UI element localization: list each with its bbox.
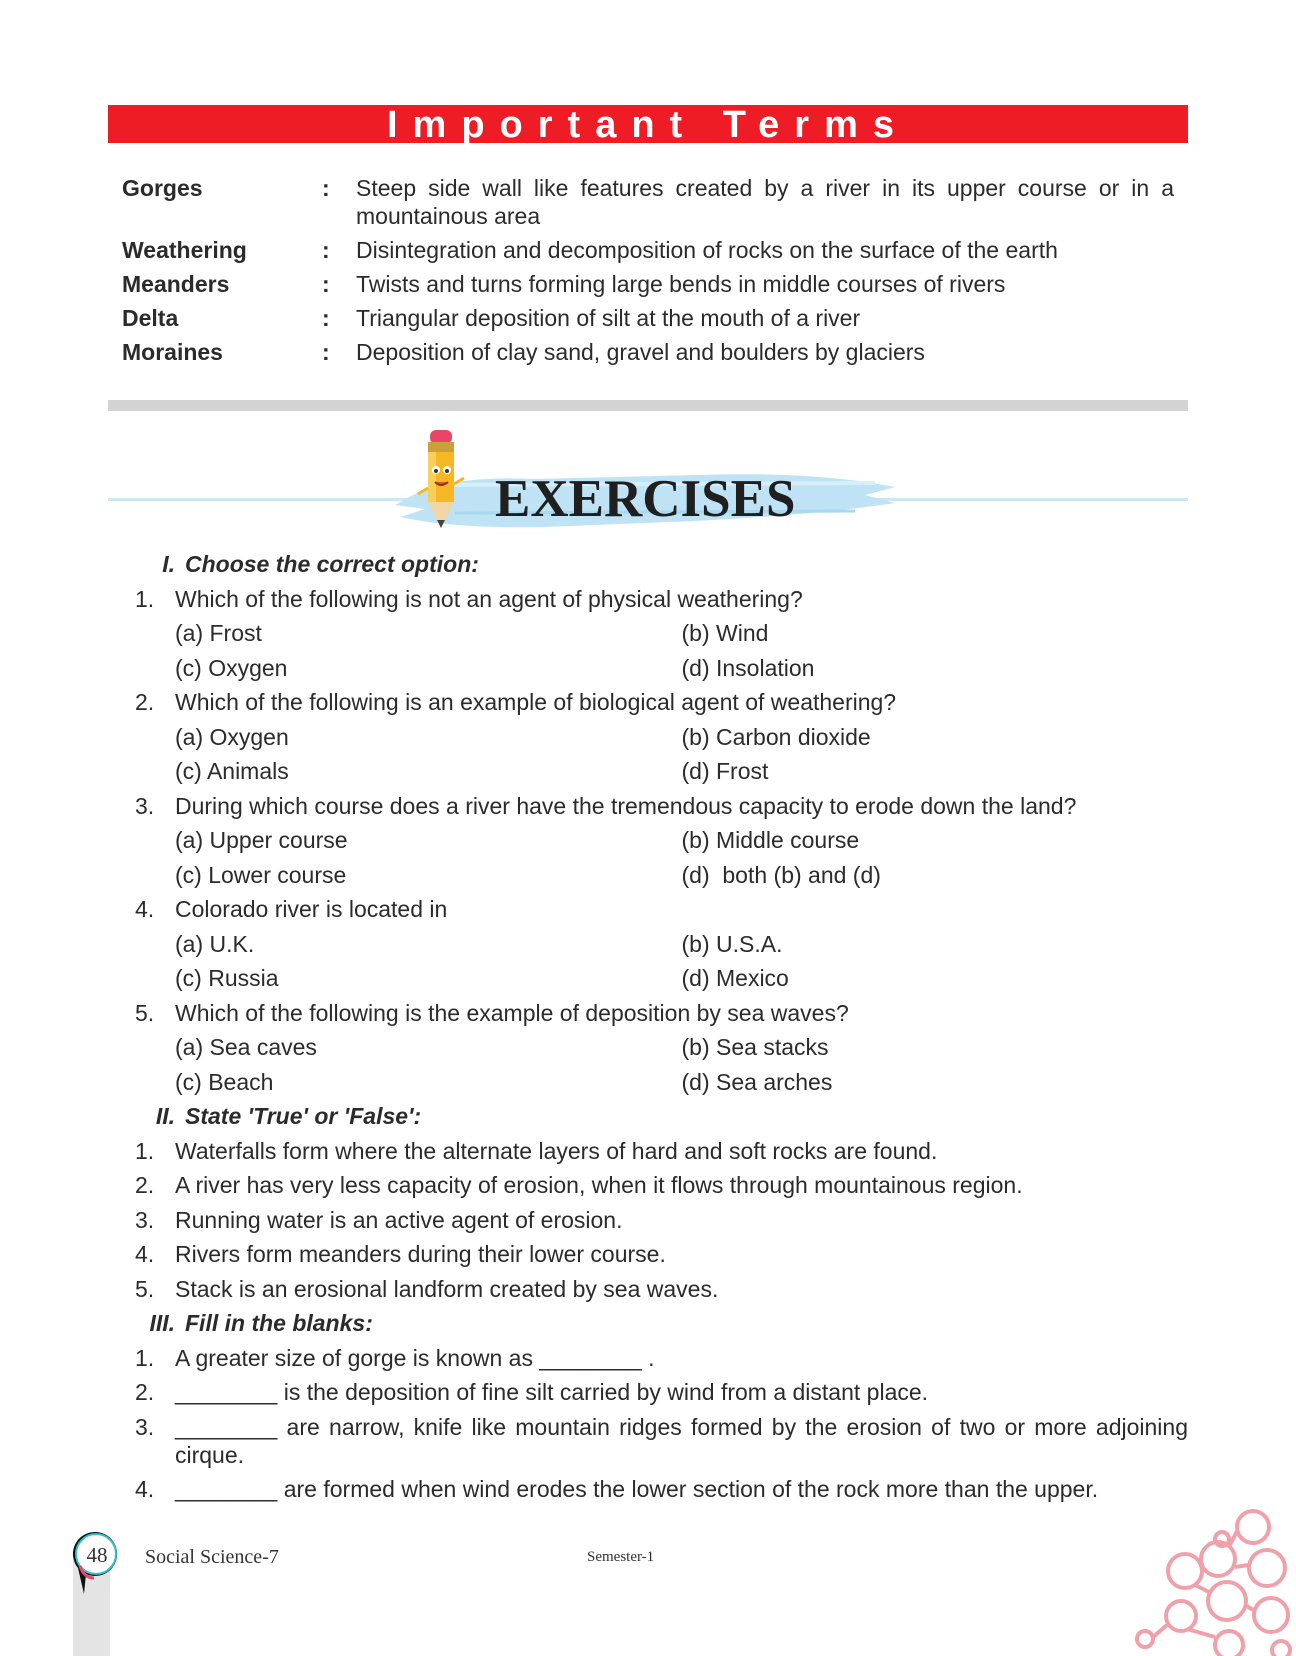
option: (c) Russia [175,965,279,991]
blank-item [130,1475,1188,1510]
blank-item [130,1413,1188,1469]
question-item [130,999,1188,1034]
question-text: Which of the following is the example of deposition by sea waves? [175,999,849,1026]
term-definition: Steep side wall like features created by a river in its upper course or in a mountainous area [356,175,1174,229]
statement-item [130,1240,1188,1275]
term-name: Gorges [122,175,203,201]
question-number: 5. [135,999,155,1026]
section-heading [130,1102,1188,1137]
option: (b) U.S.A. [681,930,783,957]
item-text: A greater size of gorge is known as ________ . [175,1344,655,1371]
section-title: Fill in the blanks: [185,1310,373,1336]
option: (d) both (b) and (d) [681,861,881,888]
item-number: 3. [135,1206,155,1233]
important-terms-banner [108,104,1188,146]
item-text: ________ is the deposition of fine silt carried by wind from a distant place. [175,1379,929,1405]
option: (a) U.K. [175,930,255,957]
question-number: 1. [135,585,155,612]
option: (c) Oxygen [175,654,288,681]
item-number: 2. [135,1379,155,1405]
option: (d) Mexico [681,965,789,991]
item-number: 5. [135,1275,155,1302]
term-name: Moraines [122,339,223,365]
section-number: I. [162,551,175,577]
term-colon: : [322,339,330,365]
question-text: During which course does a river have the tremendous capacity to erode down the land? [175,792,1077,819]
term-row [122,236,1174,264]
term-row [122,270,1174,298]
options-row [130,826,1188,861]
item-number: 2. [135,1172,155,1198]
terms-list [122,174,1174,372]
exercises-content [130,550,1188,1510]
banner-title: Important Terms [386,104,909,146]
term-name: Weathering [122,237,247,263]
option: (c) Animals [175,758,289,784]
question-number: 2. [135,689,155,715]
option: (a) Upper course [175,827,348,853]
item-number: 4. [135,1241,155,1267]
term-row [122,174,1174,230]
section-title: Choose the correct option: [185,551,479,577]
item-text: ________ are formed when wind erodes the lower section of the rock more than the upper. [175,1476,1099,1502]
option: (a) Sea caves [175,1034,317,1060]
question-number: 4. [135,896,155,922]
term-row [122,304,1174,332]
pencil-mascot-icon [416,428,468,536]
blank-item [130,1344,1188,1379]
options-row [130,861,1188,896]
option: (a) Oxygen [175,723,289,750]
question-text: Which of the following is an example of biological agent of weathering? [175,689,897,715]
section-heading [130,550,1188,585]
term-definition: Deposition of clay sand, gravel and boulders by glaciers [356,339,925,365]
item-number: 1. [135,1137,155,1164]
item-text: Running water is an active agent of erosion. [175,1206,623,1233]
option: (a) Frost [175,620,262,646]
option: (b) Middle course [681,827,860,853]
question-item [130,585,1188,620]
options-row [130,1068,1188,1103]
statement-item [130,1275,1188,1310]
section-divider-bar [108,400,1188,411]
question-number: 3. [135,792,155,819]
footer-semester: Semester-1 [587,1549,655,1565]
blank-item [130,1378,1188,1413]
term-definition: Disintegration and decomposition of rocks on the surface of the earth [356,237,1058,263]
option: (d) Sea arches [681,1068,833,1095]
options-row [130,757,1188,792]
term-definition: Triangular deposition of silt at the mouth of a river [356,305,861,331]
footer-subject: Social Science-7 [145,1546,279,1568]
term-colon: : [322,271,330,297]
exercises-title: EXERCISES [495,470,796,528]
question-item [130,792,1188,827]
question-item [130,895,1188,930]
item-text: Stack is an erosional landform created by sea waves. [175,1275,719,1302]
options-row [130,619,1188,654]
option: (b) Sea stacks [681,1034,829,1060]
section-number: III. [149,1310,175,1336]
item-text: A river has very less capacity of erosion, when it flows through mountainous region. [175,1172,1023,1198]
item-text: Rivers form meanders during their lower course. [175,1241,666,1267]
section-title: State 'True' or 'False': [185,1103,422,1129]
option: (b) Wind [681,620,769,646]
options-row [130,964,1188,999]
option: (b) Carbon dioxide [681,723,871,750]
item-number: 1. [135,1344,155,1371]
term-name: Meanders [122,271,230,297]
option: (c) Lower course [175,861,347,888]
item-number: 3. [135,1413,155,1440]
statement-item [130,1137,1188,1172]
options-row [130,1033,1188,1068]
section-heading [130,1309,1188,1344]
item-text: ________ are narrow, knife like mountain ridges formed by the erosion of two or more adjoining cirque. [175,1413,1188,1468]
page-number: 48 [86,1543,108,1567]
term-colon: : [322,237,330,263]
question-item [130,688,1188,723]
term-row [122,338,1174,366]
term-colon: : [322,175,330,201]
option: (c) Beach [175,1068,274,1095]
options-row [130,723,1188,758]
section-number: II. [155,1103,175,1129]
options-row [130,654,1188,689]
term-definition: Twists and turns forming large bends in middle courses of rivers [356,271,1006,297]
question-text: Colorado river is located in [175,896,448,922]
term-colon: : [322,305,330,331]
options-row [130,930,1188,965]
term-name: Delta [122,305,179,331]
decorative-circles-icon [1125,1505,1296,1656]
statement-item [130,1206,1188,1241]
option: (d) Insolation [681,654,815,681]
item-number: 4. [135,1476,155,1502]
item-text: Waterfalls form where the alternate layers of hard and soft rocks are found. [175,1137,938,1164]
question-text: Which of the following is not an agent of physical weathering? [175,585,803,612]
statement-item [130,1171,1188,1206]
option: (d) Frost [681,758,769,784]
